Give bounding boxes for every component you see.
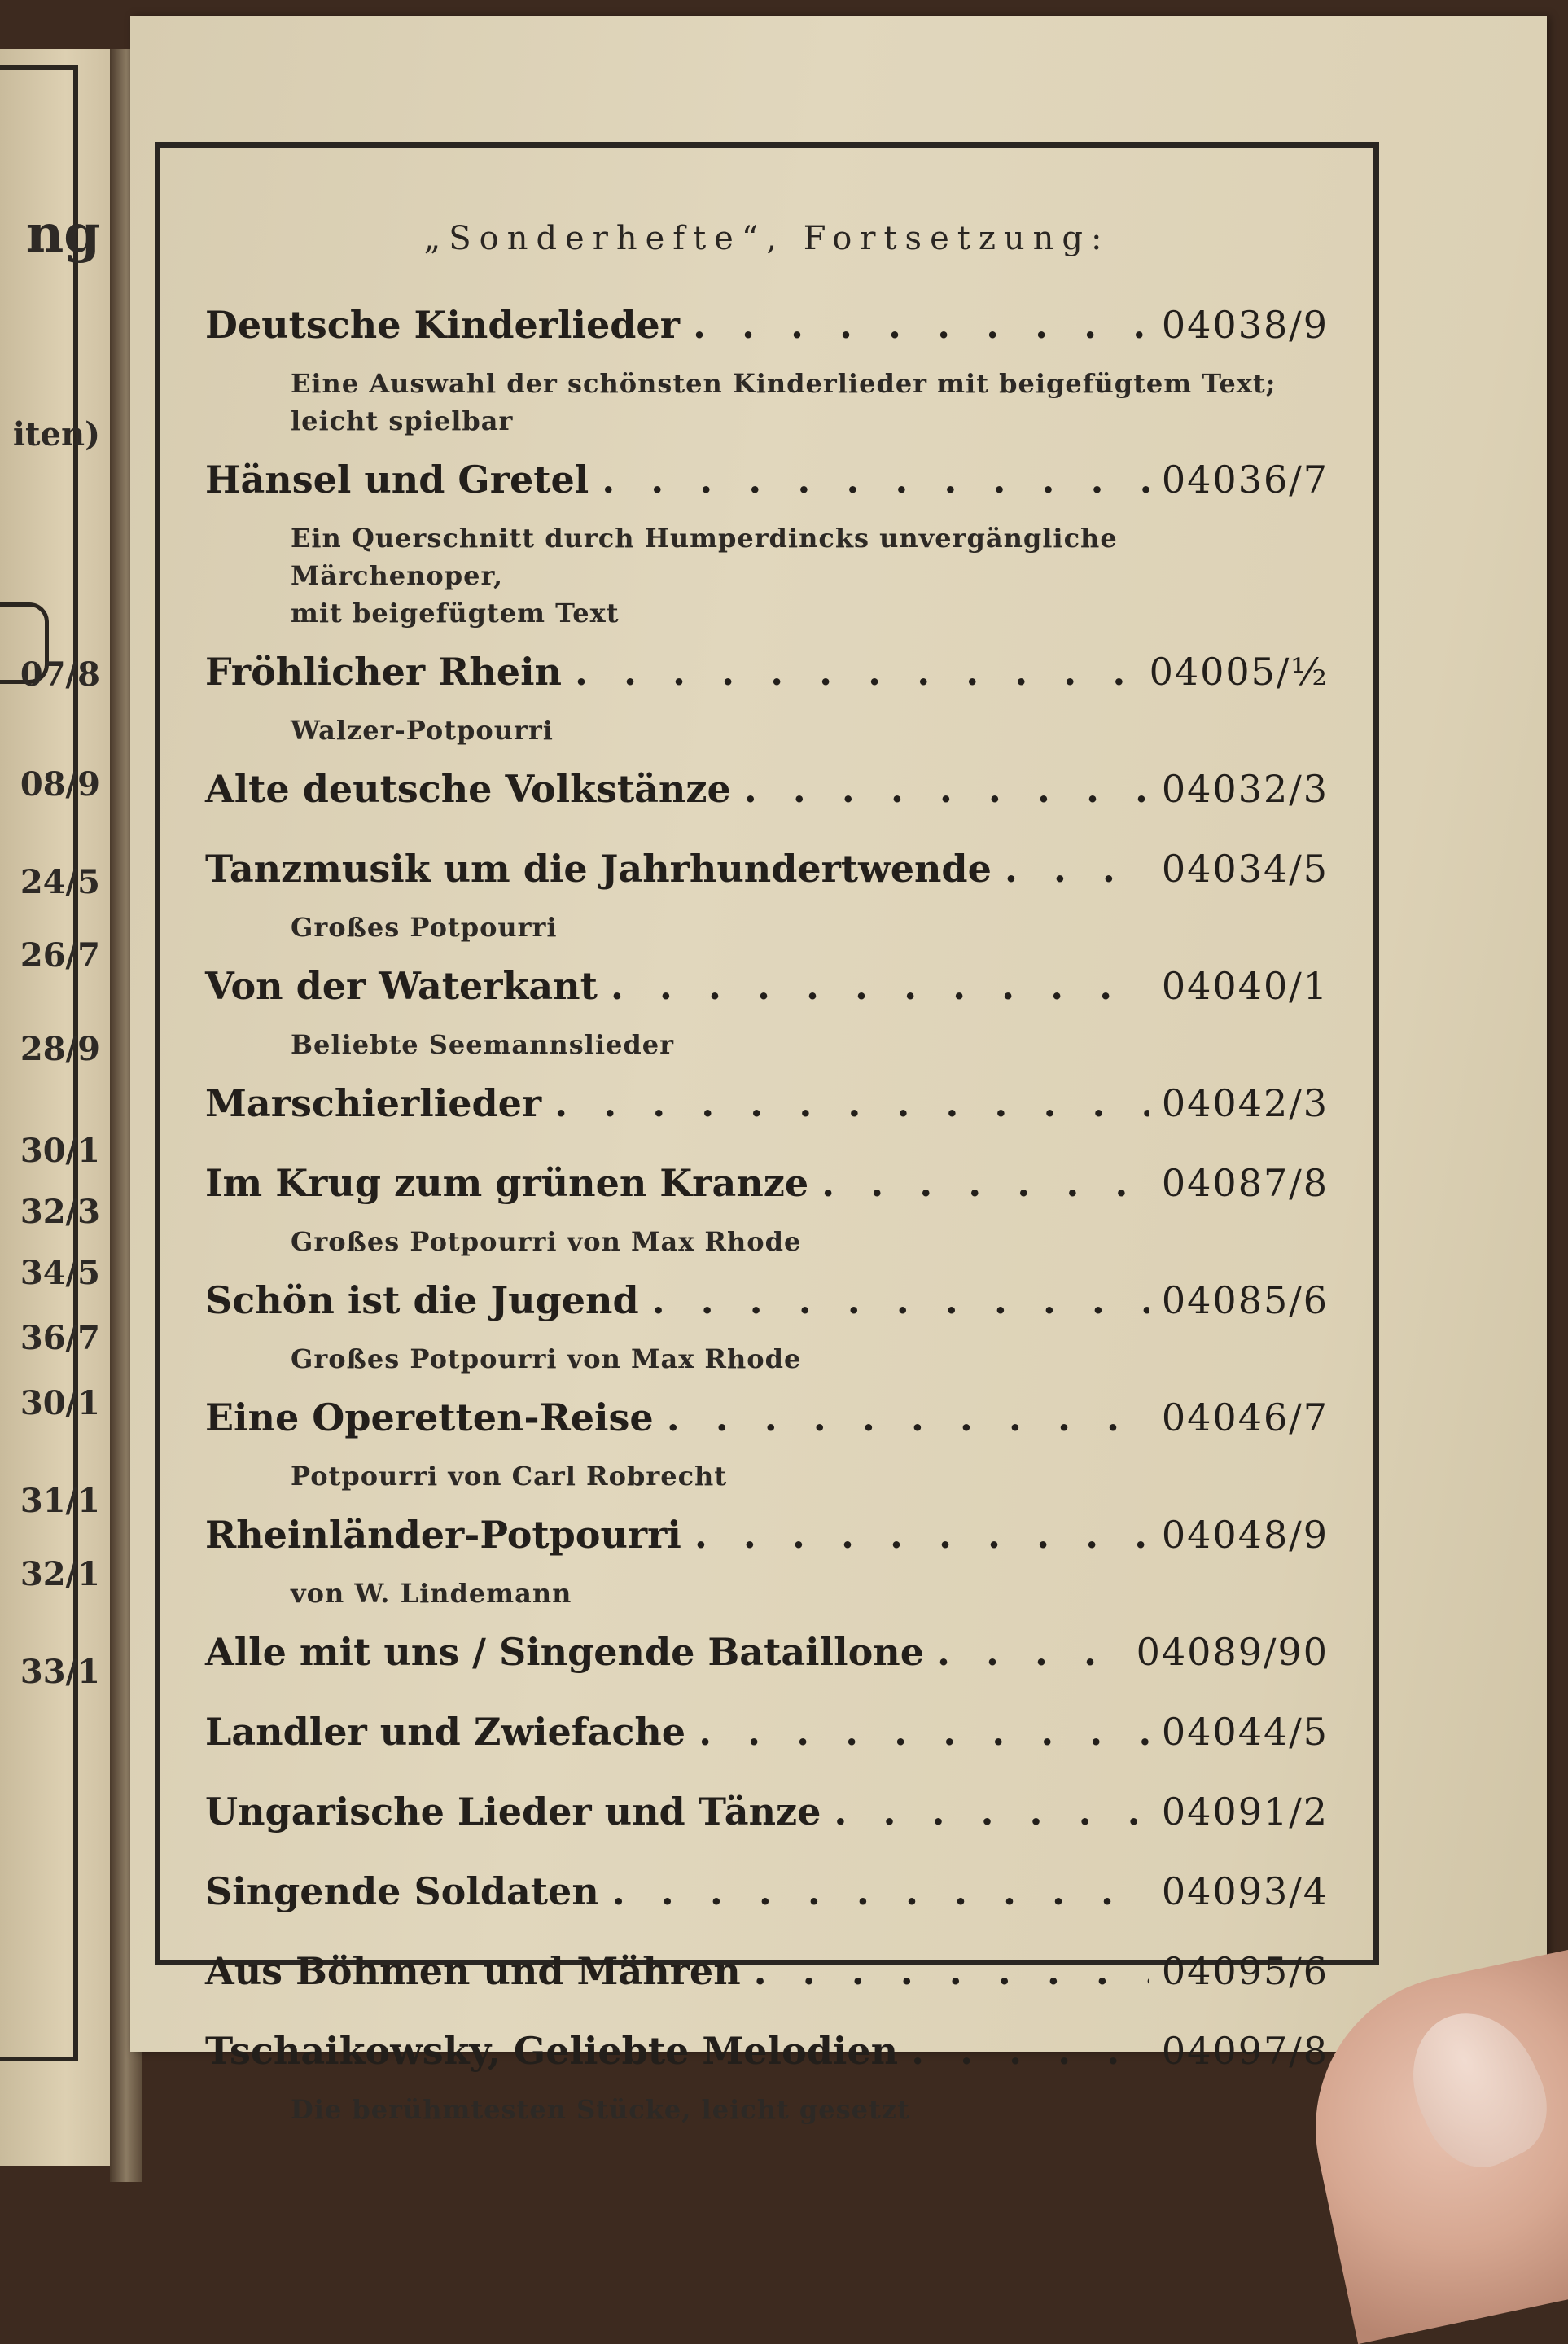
catalog-entry — [205, 1395, 1329, 1513]
entry-catalog-number: 04038/9 — [1161, 303, 1329, 347]
dot-leader — [693, 303, 1149, 347]
entry-catalog-number: 04048/9 — [1161, 1513, 1329, 1557]
catalog-entry — [205, 1513, 1329, 1630]
dot-leader — [612, 1869, 1149, 1913]
entry-title: Alle mit uns / Singende Bataillone — [205, 1630, 924, 1674]
catalog-entry — [205, 650, 1329, 767]
entry-catalog-number: 04089/90 — [1136, 1630, 1329, 1674]
left-adjacent-page — [0, 49, 115, 2166]
entry-subtitle: mit beigefügtem Text — [291, 598, 620, 629]
dot-leader — [754, 1949, 1149, 1993]
entry-row — [205, 1710, 1329, 1772]
entry-subtitle: Großes Potpourri — [291, 912, 558, 943]
entry-title: Von der Waterkant — [205, 964, 598, 1008]
entry-title: Landler und Zwiefache — [205, 1710, 686, 1754]
catalog-entry — [205, 767, 1329, 847]
dot-leader — [575, 650, 1137, 694]
page-border-frame — [155, 142, 1379, 2125]
catalog-entry — [205, 1161, 1329, 1278]
entry-catalog-number: 04005/½ — [1149, 650, 1329, 694]
entry-title: Ungarische Lieder und Tänze — [205, 1790, 821, 1834]
entry-row — [205, 458, 1329, 519]
left-page-fragment: iten) — [12, 415, 100, 453]
entry-row — [205, 847, 1329, 909]
entry-catalog-number: 04032/3 — [1161, 767, 1329, 811]
dot-leader — [699, 1710, 1149, 1754]
entry-catalog-number: 04040/1 — [1161, 964, 1329, 1008]
entry-row — [205, 1869, 1329, 1931]
entry-row — [205, 1081, 1329, 1143]
left-page-fragment: 36/7 — [20, 1319, 100, 1357]
entry-row — [205, 1949, 1329, 2011]
entry-catalog-number: 04091/2 — [1161, 1790, 1329, 1834]
catalog-entry — [205, 458, 1329, 650]
catalog-entry — [205, 1869, 1329, 1949]
entry-subtitle: von W. Lindemann — [291, 1578, 572, 1609]
entry-title: Eine Operetten-Reise — [205, 1395, 654, 1439]
left-page-fragment: 08/9 — [20, 765, 100, 804]
entry-row — [205, 1513, 1329, 1575]
left-page-fragment: 33/1 — [20, 1653, 100, 1691]
catalog-entry — [205, 964, 1329, 1081]
left-page-fragment: 31/1 — [20, 1482, 100, 1520]
entry-title: Tschaikowsky, Geliebte Melodien — [205, 2029, 899, 2073]
entry-title: Deutsche Kinderlieder — [205, 303, 680, 347]
left-page-fragment: 07/8 — [20, 655, 100, 694]
dot-leader — [744, 767, 1149, 811]
entry-title: Im Krug zum grünen Kranze — [205, 1161, 809, 1205]
entry-catalog-number: 04093/4 — [1161, 1869, 1329, 1913]
entry-row — [205, 1278, 1329, 1340]
dot-leader — [937, 1630, 1123, 1674]
entry-catalog-number: 04097/8 — [1161, 2029, 1329, 2073]
left-page-fragment: 30/1 — [20, 1384, 100, 1422]
entry-subtitle: leicht spielbar — [291, 405, 514, 436]
catalog-entry — [205, 847, 1329, 964]
dot-leader — [611, 964, 1149, 1008]
catalog-entry — [205, 1081, 1329, 1161]
entry-row — [205, 1630, 1329, 1692]
dot-leader — [667, 1395, 1149, 1439]
entry-title: Aus Böhmen und Mähren — [205, 1949, 741, 1993]
left-page-fragment: 26/7 — [20, 936, 100, 975]
entry-row — [205, 964, 1329, 1026]
entry-catalog-number: 04046/7 — [1161, 1395, 1329, 1439]
catalog-entry — [205, 1278, 1329, 1395]
entry-title: Fröhlicher Rhein — [205, 650, 562, 694]
left-page-fragment: 32/3 — [20, 1193, 100, 1231]
entry-row — [205, 767, 1329, 829]
entry-title: Alte deutsche Volkstänze — [205, 767, 731, 811]
dot-leader — [554, 1081, 1149, 1125]
dot-leader — [652, 1278, 1149, 1322]
entry-subtitle: Potpourri von Carl Robrecht — [291, 1461, 728, 1492]
entry-catalog-number: 04087/8 — [1161, 1161, 1329, 1205]
catalog-entry — [205, 1790, 1329, 1869]
entry-row — [205, 650, 1329, 712]
booklet-page — [130, 16, 1547, 2125]
left-page-fragment: 34/5 — [20, 1254, 100, 1292]
catalog-entry-list — [205, 303, 1329, 2146]
entry-row — [205, 2029, 1329, 2091]
entry-subtitle: Beliebte Seemannslieder — [291, 1029, 674, 1060]
entry-catalog-number: 04042/3 — [1161, 1081, 1329, 1125]
left-page-fragment: 24/5 — [20, 863, 100, 901]
entry-catalog-number: 04034/5 — [1161, 847, 1329, 891]
entry-title: Marschierlieder — [205, 1081, 542, 1125]
catalog-entry — [205, 1630, 1329, 1710]
dot-leader — [911, 2029, 1149, 2073]
entry-catalog-number: 04095/6 — [1161, 1949, 1329, 1993]
dot-leader — [602, 458, 1149, 502]
catalog-entry — [205, 1949, 1329, 2029]
entry-subtitle: Eine Auswahl der schönsten Kinderlieder mit beigefügtem Text; — [291, 368, 1277, 399]
entry-subtitle: Großes Potpourri von Max Rhode — [291, 1343, 802, 1374]
entry-subtitle: Großes Potpourri von Max Rhode — [291, 1226, 802, 1257]
entry-title: Tanzmusik um die Jahrhundertwende — [205, 847, 992, 891]
entry-row — [205, 1790, 1329, 1851]
left-page-fragment: ng — [25, 204, 100, 265]
entry-title: Rheinländer-Potpourri — [205, 1513, 681, 1557]
entry-subtitle: Die berühmtesten Stücke, leicht gesetzt — [291, 2094, 910, 2125]
entry-catalog-number: 04085/6 — [1161, 1278, 1329, 1322]
left-page-fragment: 30/1 — [20, 1132, 100, 1170]
entry-catalog-number: 04036/7 — [1161, 458, 1329, 502]
left-page-fragment: 28/9 — [20, 1030, 100, 1068]
dot-leader — [694, 1513, 1149, 1557]
entry-title: Hänsel und Gretel — [205, 458, 589, 502]
entry-row — [205, 303, 1329, 365]
entry-title: Schön ist die Jugend — [205, 1278, 639, 1322]
page-heading: „Sonderhefte“, Fortsetzung: — [423, 220, 1110, 257]
entry-catalog-number: 04044/5 — [1161, 1710, 1329, 1754]
catalog-entry — [205, 2029, 1329, 2146]
entry-title: Singende Soldaten — [205, 1869, 599, 1913]
catalog-entry — [205, 1710, 1329, 1790]
entry-row — [205, 1161, 1329, 1223]
entry-row — [205, 1395, 1329, 1457]
entry-subtitle: Ein Querschnitt durch Humperdincks unvergängliche Märchenoper, — [291, 523, 1118, 591]
dot-leader — [1005, 847, 1149, 891]
left-page-fragment: 32/1 — [20, 1555, 100, 1593]
entry-subtitle: Walzer-Potpourri — [291, 715, 554, 746]
dot-leader — [834, 1790, 1148, 1834]
catalog-entry — [205, 303, 1329, 458]
dot-leader — [821, 1161, 1149, 1205]
